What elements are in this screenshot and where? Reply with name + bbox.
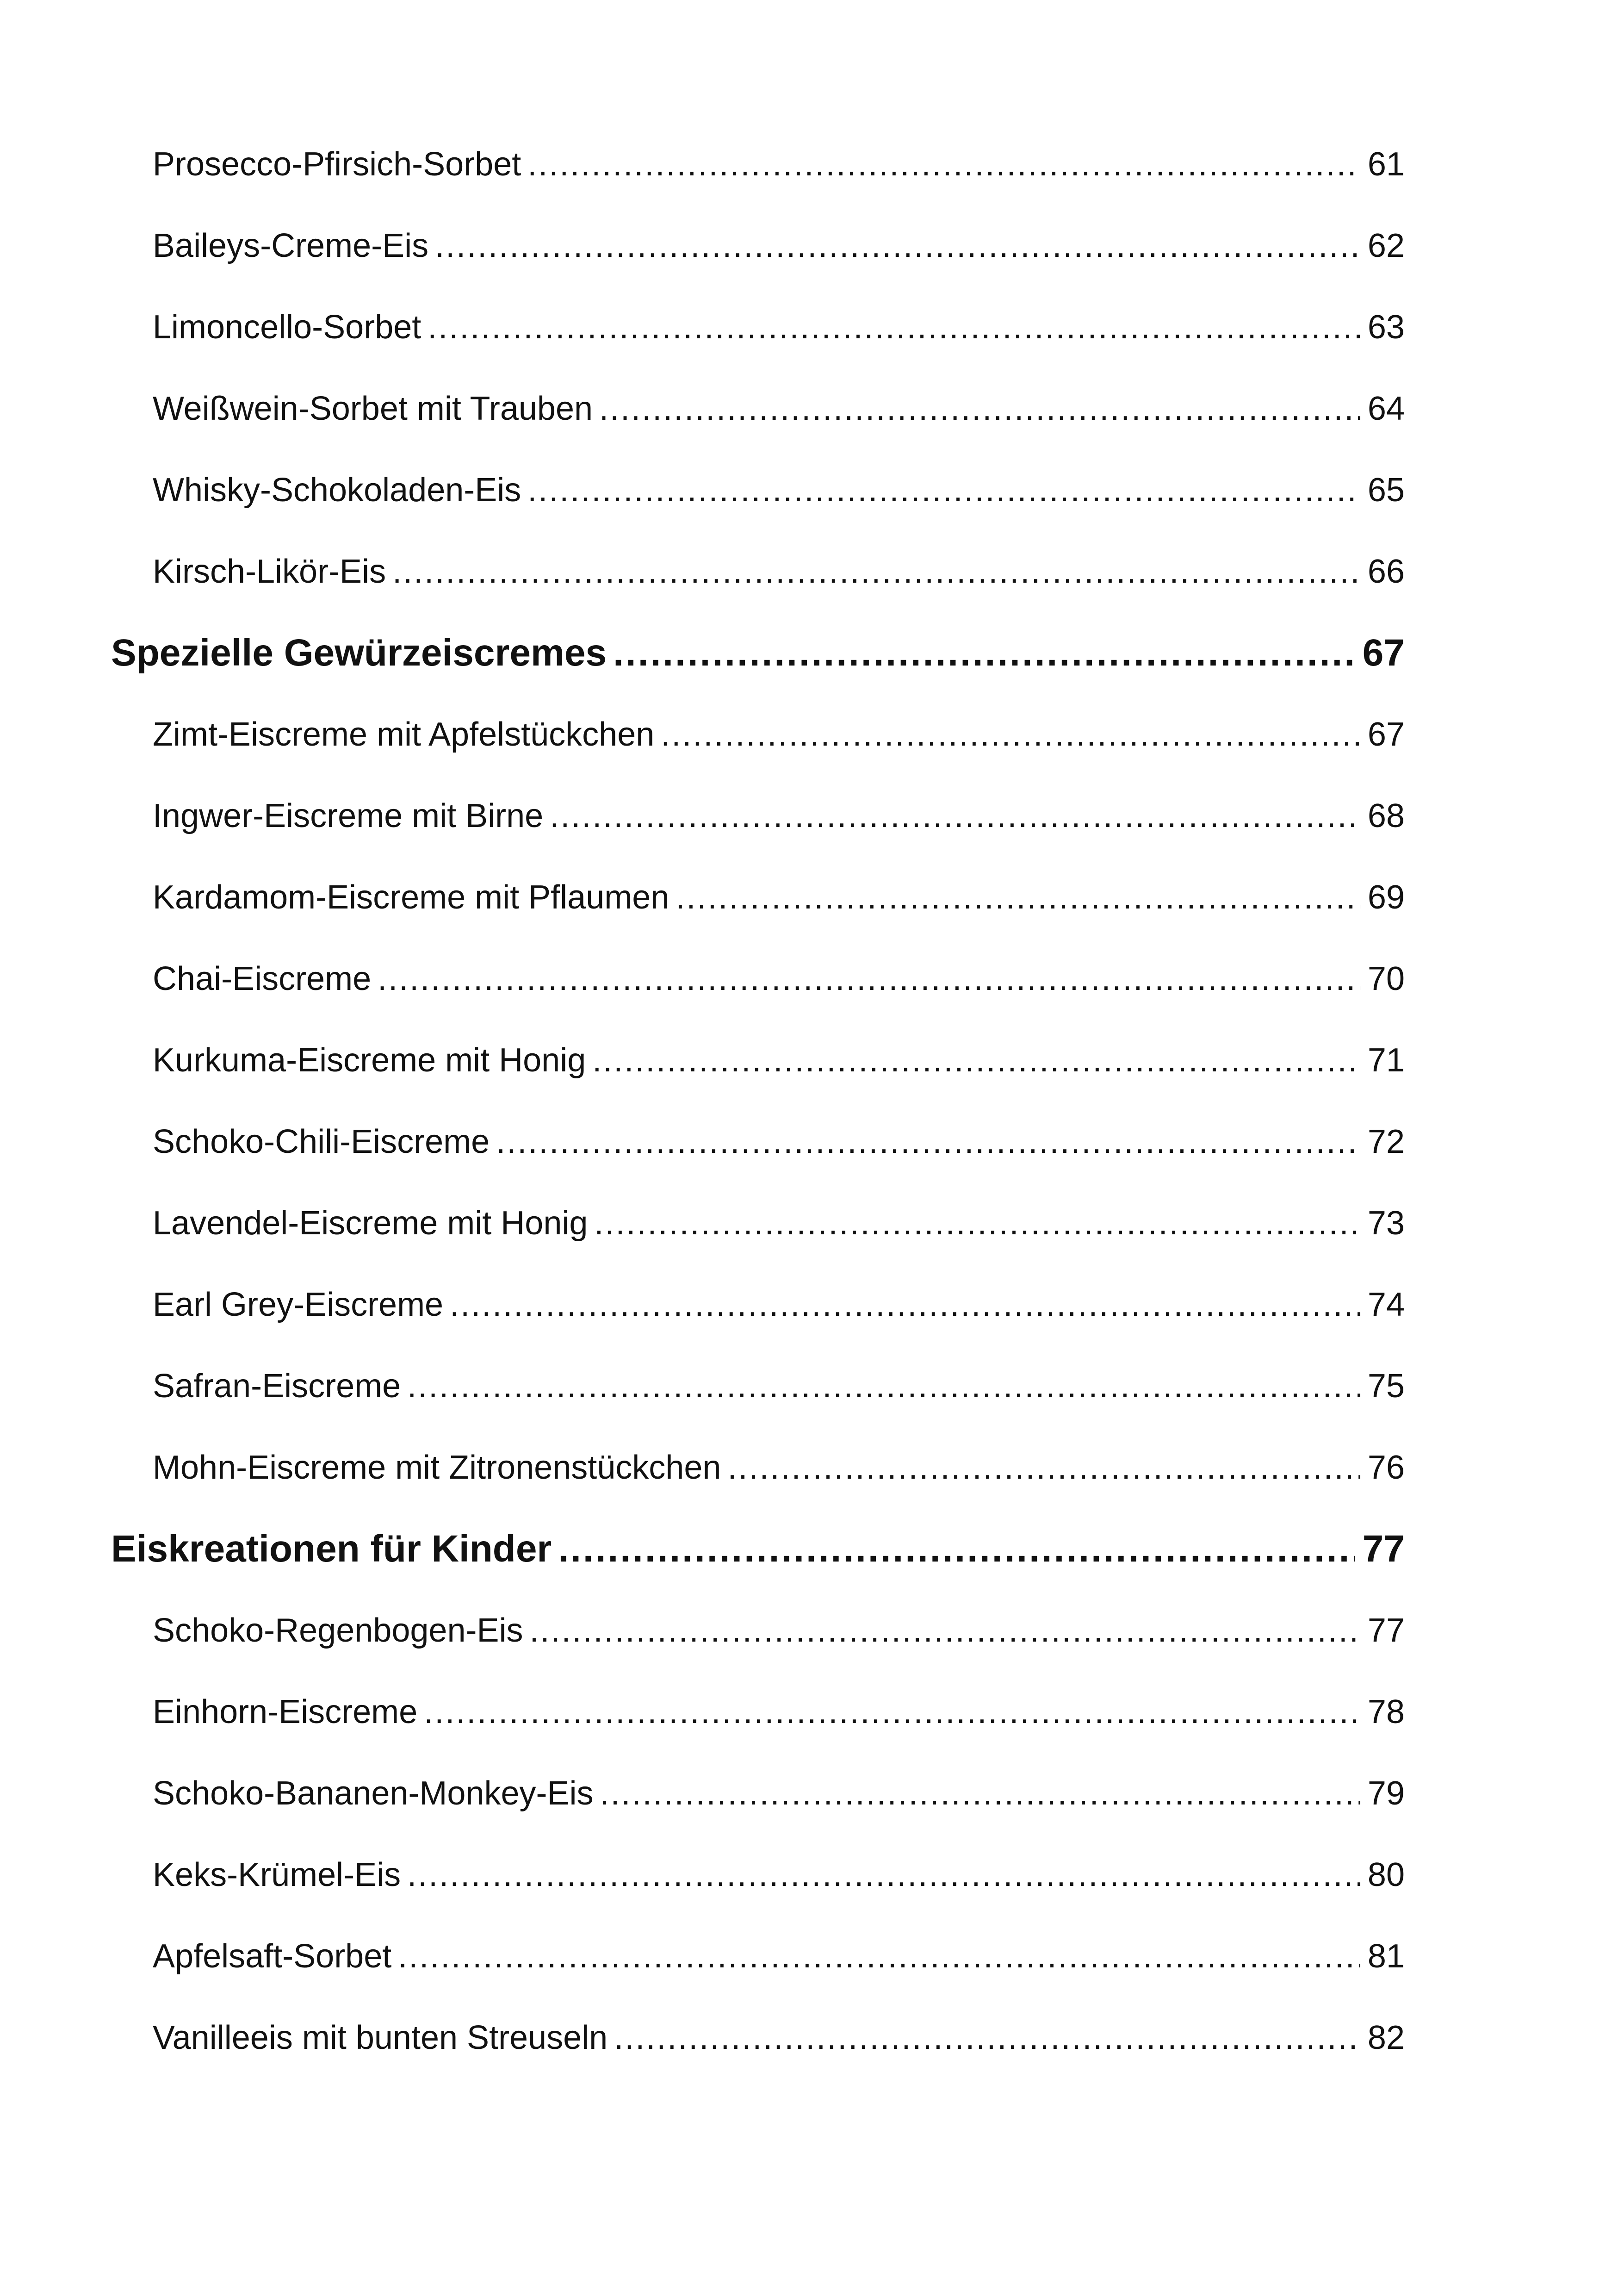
toc-entry[interactable] <box>153 546 1405 597</box>
toc-entry-page-number: 62 <box>1367 227 1405 264</box>
toc-entry-title: Kirsch-Likör-Eis <box>153 553 386 590</box>
dot-leader <box>592 1035 1360 1086</box>
dot-leader <box>530 1605 1360 1656</box>
dot-leader <box>558 1521 1355 1577</box>
toc-entry[interactable] <box>153 1035 1405 1086</box>
toc-entry-title: Safran-Eiscreme <box>153 1368 401 1405</box>
toc-entry[interactable] <box>153 1279 1405 1330</box>
dot-leader <box>676 872 1360 923</box>
toc-entry-page-number: 77 <box>1367 1612 1405 1649</box>
toc-entry[interactable] <box>153 1686 1405 1737</box>
dot-leader <box>594 1198 1360 1249</box>
toc-entry-title: Lavendel-Eiscreme mit Honig <box>153 1205 588 1242</box>
toc-entry-page-number: 74 <box>1367 1286 1405 1323</box>
dot-leader <box>424 1686 1360 1737</box>
toc-entry-title: Baileys-Creme-Eis <box>153 227 429 264</box>
toc-entry-page-number: 63 <box>1367 309 1405 346</box>
dot-leader <box>407 1849 1360 1900</box>
dot-leader <box>392 546 1360 597</box>
toc-entry-page-number: 75 <box>1367 1368 1405 1405</box>
toc-entry[interactable] <box>153 1768 1405 1819</box>
toc-entry-page-number: 73 <box>1367 1205 1405 1242</box>
toc-entry[interactable] <box>153 2012 1405 2063</box>
toc-entry[interactable] <box>153 220 1405 271</box>
dot-leader <box>599 383 1360 434</box>
toc-chapter-entry[interactable] <box>111 625 1405 681</box>
toc-entry-title: Apfelsaft-Sorbet <box>153 1938 392 1975</box>
toc-entry-title: Ingwer-Eiscreme mit Birne <box>153 797 544 834</box>
toc-entry-title: Mohn-Eiscreme mit Zitronenstückchen <box>153 1449 721 1486</box>
toc-entry-page-number: 67 <box>1362 632 1405 674</box>
toc-entry[interactable] <box>153 953 1405 1004</box>
toc-entry-title: Kardamom-Eiscreme mit Pflaumen <box>153 879 670 916</box>
toc-entry[interactable] <box>153 383 1405 434</box>
toc-entry-title: Earl Grey-Eiscreme <box>153 1286 444 1323</box>
toc-entry-page-number: 65 <box>1367 472 1405 509</box>
toc-entry[interactable] <box>153 1931 1405 1982</box>
toc-entry[interactable] <box>153 139 1405 190</box>
toc-entry-title: Vanilleeis mit bunten Streuseln <box>153 2019 608 2056</box>
toc-entry[interactable] <box>153 872 1405 923</box>
dot-leader <box>450 1279 1360 1330</box>
toc-entry-page-number: 66 <box>1367 553 1405 590</box>
toc-entry-title: Schoko-Bananen-Monkey-Eis <box>153 1775 594 1812</box>
toc-entry[interactable] <box>153 709 1405 760</box>
toc-entry-page-number: 81 <box>1367 1938 1405 1975</box>
toc-entry-page-number: 76 <box>1367 1449 1405 1486</box>
toc-entry-page-number: 69 <box>1367 879 1405 916</box>
dot-leader <box>527 139 1360 190</box>
toc-entry-page-number: 71 <box>1367 1042 1405 1079</box>
dot-leader <box>435 220 1360 271</box>
dot-leader <box>407 1361 1360 1412</box>
dot-leader <box>527 465 1360 516</box>
dot-leader <box>378 953 1360 1004</box>
toc-entry-title: Einhorn-Eiscreme <box>153 1693 418 1730</box>
toc-entry-page-number: 77 <box>1362 1528 1405 1570</box>
toc-entry-title: Kurkuma-Eiscreme mit Honig <box>153 1042 586 1079</box>
dot-leader <box>398 1931 1360 1982</box>
toc-entry-title: Schoko-Chili-Eiscreme <box>153 1123 490 1160</box>
toc-entry-page-number: 70 <box>1367 960 1405 997</box>
toc-entry-page-number: 72 <box>1367 1123 1405 1160</box>
toc-entry-title: Schoko-Regenbogen-Eis <box>153 1612 523 1649</box>
toc-entry-title: Limoncello-Sorbet <box>153 309 422 346</box>
toc-entry-title: Eiskreationen für Kinder <box>111 1528 552 1570</box>
dot-leader <box>496 1116 1360 1167</box>
toc-entry-page-number: 68 <box>1367 797 1405 834</box>
toc-entry-title: Chai-Eiscreme <box>153 960 372 997</box>
toc-entry[interactable] <box>153 302 1405 353</box>
toc-entry-page-number: 82 <box>1367 2019 1405 2056</box>
toc-entry[interactable] <box>153 465 1405 516</box>
toc-entry-title: Spezielle Gewürzeiscremes <box>111 632 607 674</box>
toc-entry-title: Weißwein-Sorbet mit Trauben <box>153 390 593 427</box>
toc-chapter-entry[interactable] <box>111 1521 1405 1577</box>
dot-leader <box>661 709 1360 760</box>
toc-entry-title: Prosecco-Pfirsich-Sorbet <box>153 146 521 183</box>
dot-leader <box>613 625 1355 681</box>
toc-entry[interactable] <box>153 1605 1405 1656</box>
dot-leader <box>727 1442 1360 1493</box>
dot-leader <box>600 1768 1360 1819</box>
dot-leader <box>550 790 1360 841</box>
toc-entry[interactable] <box>153 1442 1405 1493</box>
toc-entry[interactable] <box>153 1116 1405 1167</box>
toc-entry[interactable] <box>153 790 1405 841</box>
toc-entry-title: Keks-Krümel-Eis <box>153 1856 401 1893</box>
toc-entry-page-number: 79 <box>1367 1775 1405 1812</box>
toc-entry-page-number: 78 <box>1367 1693 1405 1730</box>
toc-entry[interactable] <box>153 1361 1405 1412</box>
toc-entry-title: Zimt-Eiscreme mit Apfelstückchen <box>153 716 655 753</box>
toc-entry[interactable] <box>153 1849 1405 1900</box>
toc-entry-page-number: 80 <box>1367 1856 1405 1893</box>
toc-entry-page-number: 67 <box>1367 716 1405 753</box>
dot-leader <box>614 2012 1360 2063</box>
dot-leader <box>428 302 1360 353</box>
toc-entry[interactable] <box>153 1198 1405 1249</box>
toc-entry-page-number: 61 <box>1367 146 1405 183</box>
toc-entry-page-number: 64 <box>1367 390 1405 427</box>
toc-entry-title: Whisky-Schokoladen-Eis <box>153 472 521 509</box>
